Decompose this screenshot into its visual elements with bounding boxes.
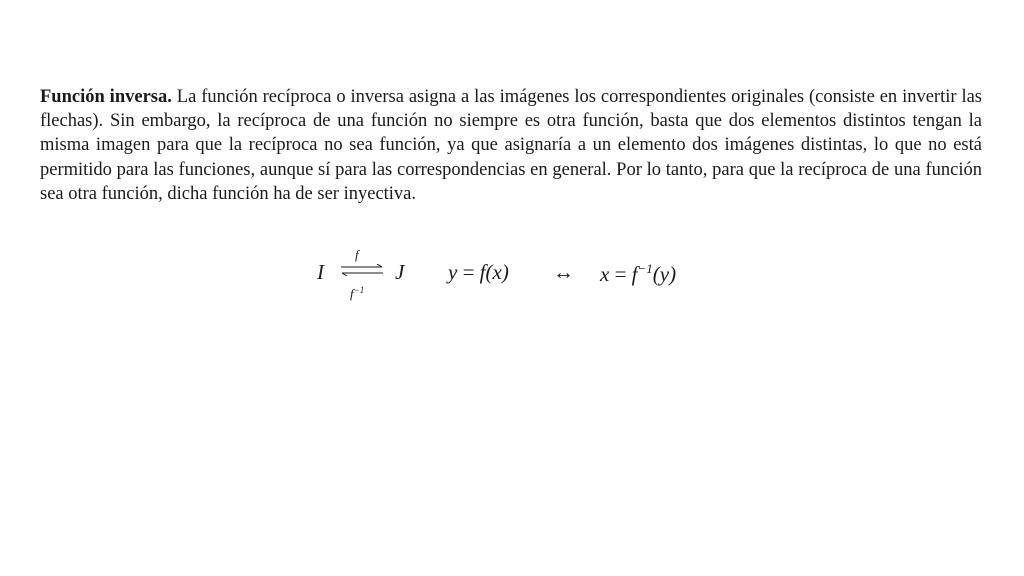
equation-right-exponent: −1 xyxy=(637,261,653,276)
equation-left-equals: = xyxy=(462,260,475,284)
equation-right-arg: (y) xyxy=(652,262,677,286)
definition-body: La función recíproca o inversa asigna a las imágenes los correspondientes originales (consiste en invertir las flechas). Sin embargo, la recíproca de una función no siempre es otra función, basta que dos elementos distintos tengan la misma imagen para que la recíproca no sea función, ya que asignaría a un elemento dos imágenes distintas, lo que no está permitido para las funciones, aunque sí para las correspondencias en general. Por lo tanto, para que la recíproca de una función sea otra función, dicha función ha de ser inyectiva. xyxy=(40,87,982,204)
equivalence-arrow-icon: ↔ xyxy=(553,260,574,284)
equation-left xyxy=(448,262,509,283)
term-name: Función inversa xyxy=(40,87,168,107)
equation-right-fn: f xyxy=(631,262,638,286)
inverse-function-formula xyxy=(315,248,735,308)
equation-right-var: x xyxy=(600,262,610,286)
codomain-set: J xyxy=(395,260,405,284)
term-heading xyxy=(40,87,172,107)
equation-left-var: y xyxy=(448,260,458,284)
term-period: . xyxy=(167,87,172,107)
inverse-map-exponent: −1 xyxy=(353,285,365,295)
equation-right-equals: = xyxy=(614,262,627,286)
definition-paragraph xyxy=(40,85,982,206)
equation-left-rhs: f(x) xyxy=(479,260,509,284)
inverse-map-base: f xyxy=(350,286,354,301)
bidirectional-arrows-icon xyxy=(340,264,384,276)
forward-map-label: f xyxy=(355,247,359,262)
domain-set: I xyxy=(317,260,324,284)
inverse-map-label xyxy=(350,286,364,300)
equation-right xyxy=(600,262,676,285)
